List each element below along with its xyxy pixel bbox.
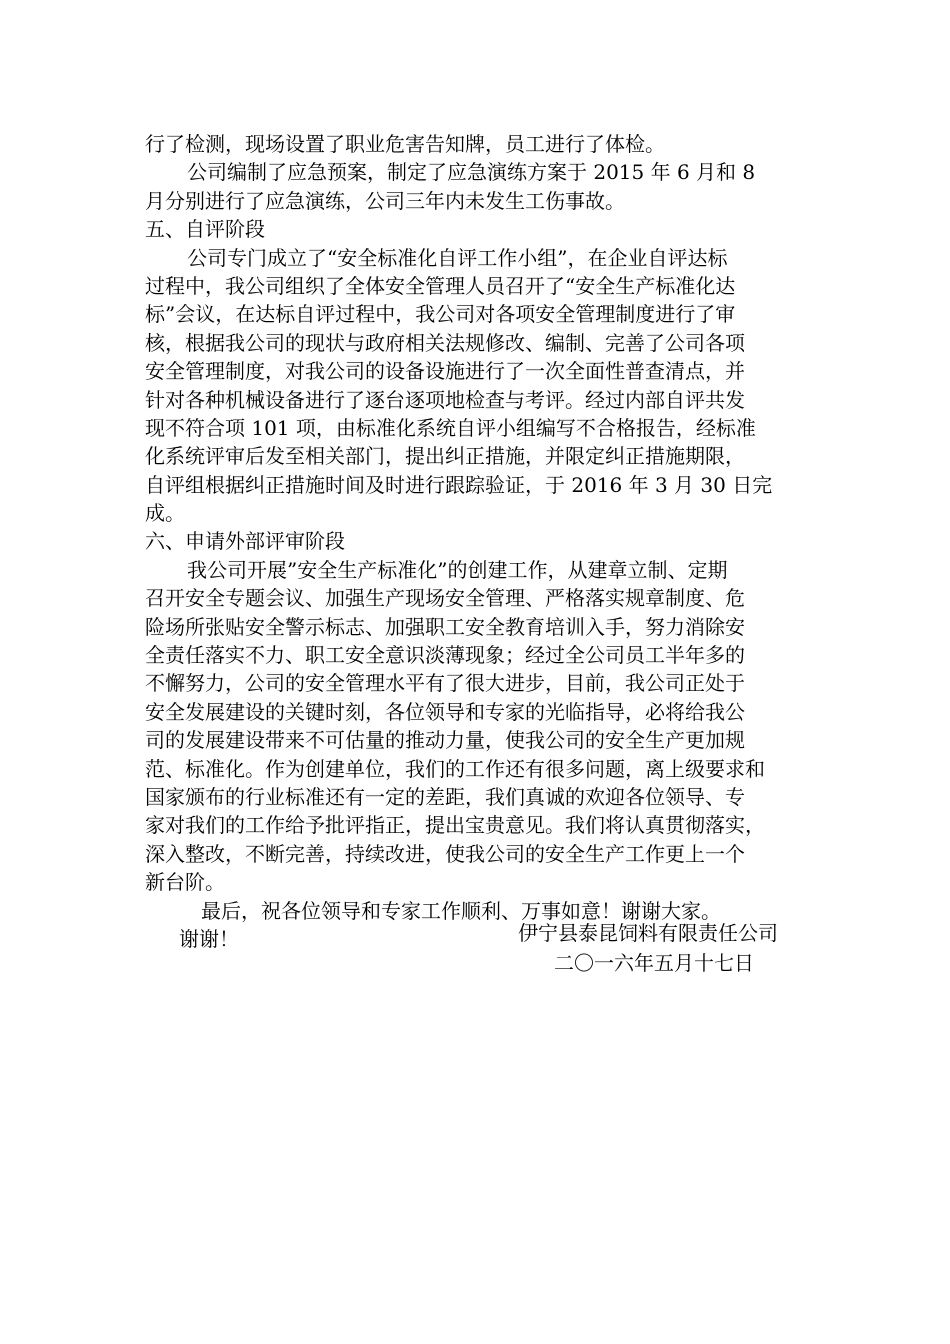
signature-block xyxy=(500,918,820,978)
text-line: 不懈努力，公司的安全管理水平有了很大进步，目前，我公司正处于 xyxy=(145,671,745,696)
text-line: 月分别进行了应急演练，公司三年内未发生工伤事故。 xyxy=(145,188,625,213)
text-line: 安全管理制度，对我公司的设备设施进行了一次全面性普查清点，并 xyxy=(145,359,745,384)
text-line: 谢谢！ xyxy=(179,926,239,951)
text-line: 安全发展建设的关键时刻，各位领导和专家的光临指导，必将给我公 xyxy=(145,699,745,724)
text-line: 国家颁布的行业标准还有一定的差距，我们真诚的欢迎各位领导、专 xyxy=(145,784,745,809)
text-line: 成。 xyxy=(145,501,185,526)
text-line: 我公司开展”安全生产标准化”的创建工作，从建章立制、定期 xyxy=(187,557,728,582)
text-line: 司的发展建设带来不可估量的推动力量，使我公司的安全生产更加规 xyxy=(145,728,745,753)
text-line: 标”会议，在达标自评过程中，我公司对各项安全管理制度进行了审 xyxy=(145,302,736,327)
text-line: 六、申请外部评审阶段 xyxy=(145,529,345,554)
text-line: 险场所张贴安全警示标志、加强职工安全教育培训入手，努力消除安 xyxy=(145,614,745,639)
text-line: 深入整改，不断完善，持续改进，使我公司的安全生产工作更上一个 xyxy=(145,841,745,866)
text-line: 核，根据我公司的现状与政府相关法规修改、编制、完善了公司各项 xyxy=(145,330,745,355)
text-line: 最后，祝各位领导和专家工作顺利、万事如意！谢谢大家。 xyxy=(201,898,721,923)
text-line: 化系统评审后发至相关部门，提出纠正措施，并限定纠正措施期限， xyxy=(145,444,745,469)
signature-company: 伊宁县泰昆饲料有限责任公司 xyxy=(518,921,778,945)
text-line: 行了检测，现场设置了职业危害告知牌，员工进行了体检。 xyxy=(145,132,665,156)
document-body xyxy=(145,130,815,953)
text-line: 全责任落实不力、职工安全意识淡薄现象；经过全公司员工半年多的 xyxy=(145,643,745,668)
text-line: 家对我们的工作给予批评指正，提出宝贵意见。我们将认真贯彻落实， xyxy=(145,813,765,838)
text-line: 针对各种机械设备进行了逐台逐项地检查与考评。经过内部自评共发 xyxy=(145,387,745,412)
text-line: 新台阶。 xyxy=(145,870,225,895)
text-line: 范、标准化。作为创建单位，我们的工作还有很多问题，离上级要求和 xyxy=(145,756,765,781)
text-line: 公司编制了应急预案，制定了应急演练方案于 2015 年 6 月和 8 xyxy=(187,160,756,185)
text-line: 公司专门成立了“安全标准化自评工作小组”，在企业自评达标 xyxy=(187,245,728,270)
text-line: 五、自评阶段 xyxy=(145,217,265,242)
text-line: 召开安全专题会议、加强生产现场安全管理、严格落实规章制度、危 xyxy=(145,586,745,611)
text-line: 现不符合项 101 项，由标准化系统自评小组编写不合格报告，经标准 xyxy=(145,415,756,440)
text-line: 过程中，我公司组织了全体安全管理人员召开了“安全生产标准化达 xyxy=(145,273,736,298)
text-line: 自评组根据纠正措施时间及时进行跟踪验证，于 2016 年 3 月 30 日完 xyxy=(145,472,773,497)
signature-date: 二〇一六年五月十七日 xyxy=(554,951,754,975)
